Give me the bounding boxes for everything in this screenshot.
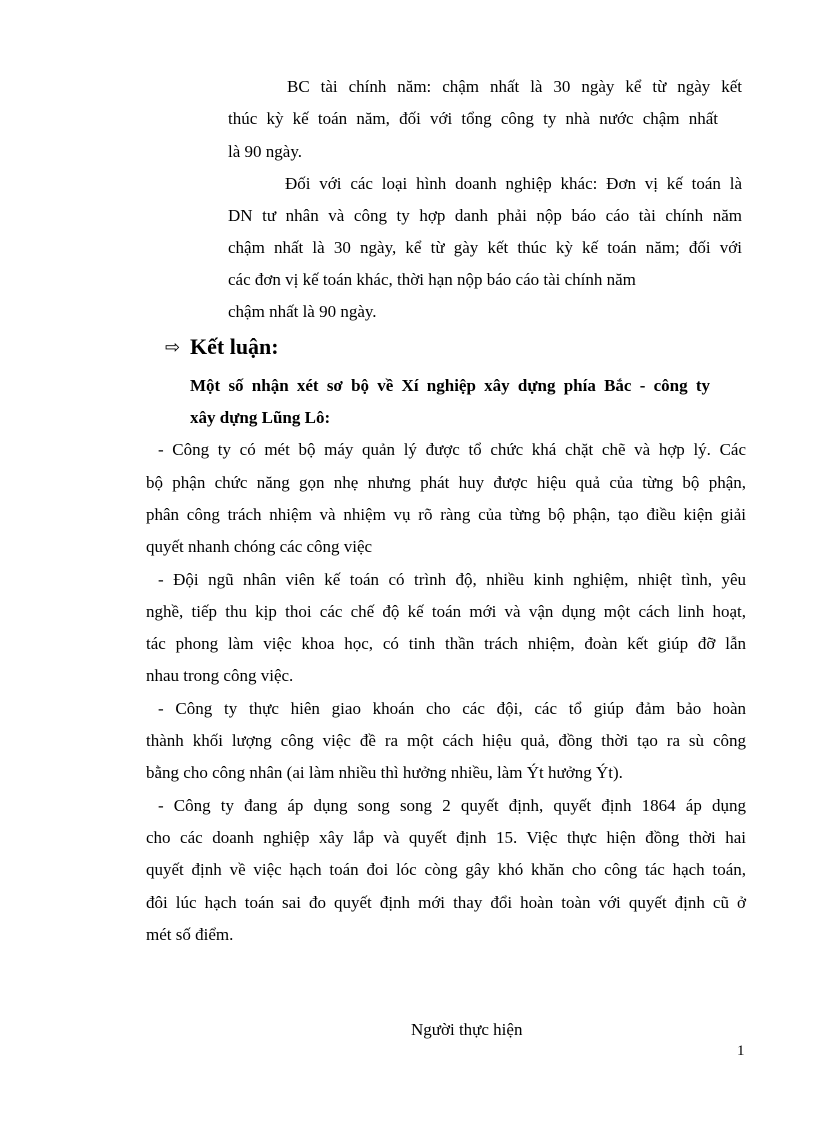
point-line: nghề, tiếp thu kịp thoi các chế độ kế toán mới và vận dụng một cách linh hoạt, <box>146 602 746 621</box>
conclusion-subheading: xây dựng Lũng Lô: <box>190 408 331 427</box>
paragraph-line: chậm nhất là 30 ngày, kể từ gày kết thúc kỳ kế toán năm; đối với <box>228 238 742 257</box>
point-line: nhau trong công việc. <box>146 666 294 685</box>
point-line: - Đội ngũ nhân viên kế toán có trình độ, nhiều kinh nghiệm, nhiệt tình, yêu <box>158 570 746 589</box>
paragraph-line: chậm nhất là 90 ngày. <box>228 302 377 321</box>
point-line: bộ phận chức năng gọn nhẹ nhưng phát huy được hiệu quả của từng bộ phận, <box>146 473 746 492</box>
point-line: - Công ty thực hiên giao khoán cho các đội, các tổ giúp đảm bảo hoàn <box>158 699 746 718</box>
conclusion-subheading: Một số nhận xét sơ bộ về Xí nghiệp xây dựng phía Bắc - công ty <box>190 376 710 395</box>
page-number: 1 <box>737 1043 745 1059</box>
point-line: thành khối lượng công việc đề ra một cách hiệu quả, đồng thời tạo ra sù công <box>146 731 746 750</box>
conclusion-heading: Kết luận: <box>190 334 279 359</box>
point-line: quyết định về việc hạch toán đoi lóc còng gây khó khăn cho công tác hạch toán, <box>146 860 746 879</box>
paragraph-line: thúc kỳ kế toán năm, đối với tổng công ty nhà nước chậm nhất <box>228 109 718 128</box>
point-line: đôi lúc hạch toán sai đo quyết định mới thay đổi hoàn toàn với quyết định cũ ở <box>146 893 746 912</box>
paragraph-line: Đối với các loại hình doanh nghiệp khác: Đơn vị kế toán là <box>285 174 742 193</box>
point-line: phân công trách nhiệm và nhiệm vụ rõ ràng của từng bộ phận, tạo điều kiện giải <box>146 505 746 524</box>
point-line: bằng cho công nhân (ai làm nhiều thì hưởng nhiều, làm Ýt hưởng Ýt). <box>146 763 623 782</box>
point-line: mét số điểm. <box>146 925 234 944</box>
paragraph-line: là 90 ngày. <box>228 142 302 161</box>
arrow-right-outline-icon: ⇨ <box>165 337 181 357</box>
paragraph-line: BC tài chính năm: chậm nhất là 30 ngày kể từ ngày kết <box>287 77 742 96</box>
point-line: tác phong làm việc khoa học, có tinh thần trách nhiệm, đoàn kết giúp đỡ lẫn <box>146 634 746 653</box>
point-line: cho các doanh nghiệp xây lắp và quyết định 15. Việc thực hiện đồng thời hai <box>146 828 746 847</box>
point-line: - Công ty đang áp dụng song song 2 quyết định, quyết định 1864 áp dụng <box>158 796 746 815</box>
point-line: - Công ty có mét bộ máy quản lý được tổ chức khá chặt chẽ và hợp lý. Các <box>158 440 746 459</box>
signature-label: Người thực hiện <box>411 1020 523 1039</box>
paragraph-line: DN tư nhân và công ty hợp danh phải nộp báo cáo tài chính năm <box>228 206 742 225</box>
paragraph-line: các đơn vị kế toán khác, thời hạn nộp báo cáo tài chính năm <box>228 270 636 289</box>
point-line: quyết nhanh chóng các công việc <box>146 537 373 556</box>
